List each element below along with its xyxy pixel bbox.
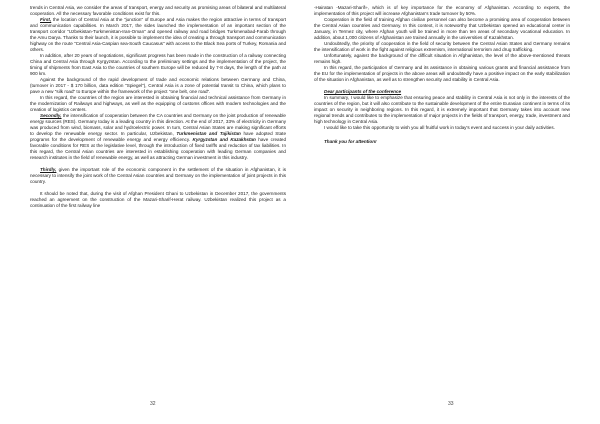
paragraph: First, the location of Central Asia at the "junction" of Europe and Asia makes the region attractive in terms of transport and communication capabilities. In March 2017, the sides launched the implementation of an important section of the transport corridor "Uzbekistan-Turkmenistan-Iran-Oman" and opened railway and road bridges Turkmenabad-Farab through the Amu Darya. Thanks to their launch, it is possible to implement the idea of creating a through transport and communication highway on the route "Central Asia-Caspian sea-South Caucasus" with access to the Black Sea ports of Turkey, Romania and others. bbox=[30, 17, 286, 52]
paragraph: Unfortunately, against the background of the difficult situation in Afghanistan, the level of the above-mentioned threats remains high. bbox=[314, 53, 570, 64]
paragraph: Secondly, the intensification of cooperation between the CA countries and Germany on the joint production of renewable energy sources (RES). Germany today is a leading country in this direction. At the end of 2017, 33% of electricity in Germany was produced from wind, biomass, solar and hydroelectric power. In turn, Central Asian States are making significant efforts to develop the renewable energy sector. In particular, Uzbekistan, Turkmenistan and Tajikistan have adopted State programs for the development of renewable energy and energy efficiency. Kyrgyzstan and Kazakhstan have created favorable conditions for RES at the legislative level, through the introduction of fixed tariffs and reduction of tax liabilities. In this regard, the Central Asian countries are interested in establishing cooperation with leading German companies and research institutes in the field of renewable energy, as well as attracting German investment in this industry. bbox=[30, 113, 287, 160]
sign-off: Thank you for attention! bbox=[324, 139, 377, 144]
paragraph: Against the background of the rapid development of trade and economic relations between Germany and China, (turnover in 2017 - $ 170 billion, data edition "Spiegel"), Central Asia is a zone of potential transit to China, which plans to pave a new "silk road" to Europe within the framework of the project "one belt, one road". bbox=[30, 77, 286, 94]
bold-phrase: Kyrgyzstan and Kazakhstan bbox=[192, 137, 256, 142]
paragraph: trends in Central Asia, we consider the areas of transport, energy and security as promising areas of bilateral and multilateral cooperation. All the necessary favorable conditions exist for this. bbox=[30, 5, 286, 16]
paragraph: Undoubtedly, the priority of cooperation in the field of security between the Central Asian States and Germany remains the intensification of work in the fight against religious extremism, international terrorism and drug trafficking. bbox=[314, 41, 570, 52]
paragraph: In summary, I would like to emphasize that ensuring peace and stability in Central Asia is not only in the interests of the countries of the region, but it will also contribute to the sustainable development of the entire Eurasian continent in terms of its impact on security in neighboring regions. In this regard, it is extremely important that Germany takes into account new regional trends and contributes to the implementation of major projects in the fields of transport, energy, trade, investment and high technology in Central Asia. bbox=[314, 95, 570, 124]
paragraph: Thirdly, given the important role of the economic component in the settlement of the situation in Afghanistan, it is necessary to intensify the joint work of the Central Asian countries and Germany on the implementation of joint projects in this country. bbox=[30, 167, 286, 184]
section-heading: Dear participants of the conference bbox=[324, 89, 402, 94]
paragraph: -Hairatan -Mazari-Sharif», which is of key importance for the economy of Afghanistan. According to experts, the implementation of this project will increase Afghanistan's trade turnover by 50%. bbox=[314, 5, 570, 16]
paragraph: In this regard, the countries of the region are interested in obtaining financial and technical assistance from Germany in the modernization of Railways and highways, as well as the equipping of customs offices with modern technologies and the creation of logistics centers. bbox=[30, 95, 286, 112]
paragraph-lead: Secondly, bbox=[40, 113, 62, 118]
paragraph: It should be noted that, during the visit of Afghan President Ghani to Uzbekistan in December 2017, the governments reached an agreement on the construction of the Mazari-Sharif-Herat railway. Uzbekistan realized this project as a continuation of the first railway line bbox=[30, 191, 286, 208]
paragraph: I would like to take this opportunity to wish you all fruitful work in today's event and success in your daily activities. bbox=[324, 125, 555, 130]
bold-phrase: Turkmenistan and Tajikistan bbox=[176, 131, 241, 136]
paragraph-lead: Thirdly, bbox=[40, 167, 57, 172]
right-page bbox=[300, 0, 600, 424]
page-number: 32 bbox=[150, 401, 156, 407]
paragraph: In addition, after 20 years of negotiations, significant progress has been made in the construction of a railway connecting China and Central Asia through Kyrgyzstan. According to the preliminary settings and the implementation of the project, the timing of shipments from East Asia to the countries of southern Europe will be reduced by 7-8 days, the length of the path at 900 km. bbox=[30, 53, 286, 76]
paragraph: Cooperation in the field of training Afghan civilian personnel can also become a promising area of cooperation between the Central Asian countries and Germany. In this context, it is noteworthy that Uzbekistan opened an educational center in January, in Termez city, where Afghan youth will be trained in more than ten areas of secondary vocational education. In addition, about 1,000 citizens of Afghanistan are trained annually in the universities of Kazakhstan. bbox=[314, 17, 570, 40]
page-number: 33 bbox=[448, 401, 454, 407]
paragraph-lead: First, bbox=[40, 17, 52, 22]
paragraph: In this regard, the participation of Germany and its assistance in obtaining various grants and financial assistance from the EU for the implementation of projects in the above areas will undoubtedly have a positive impact on the early stabilization of the situation in Afghanistan, as well as to strengthen security and stability in Central Asia. bbox=[314, 65, 570, 82]
